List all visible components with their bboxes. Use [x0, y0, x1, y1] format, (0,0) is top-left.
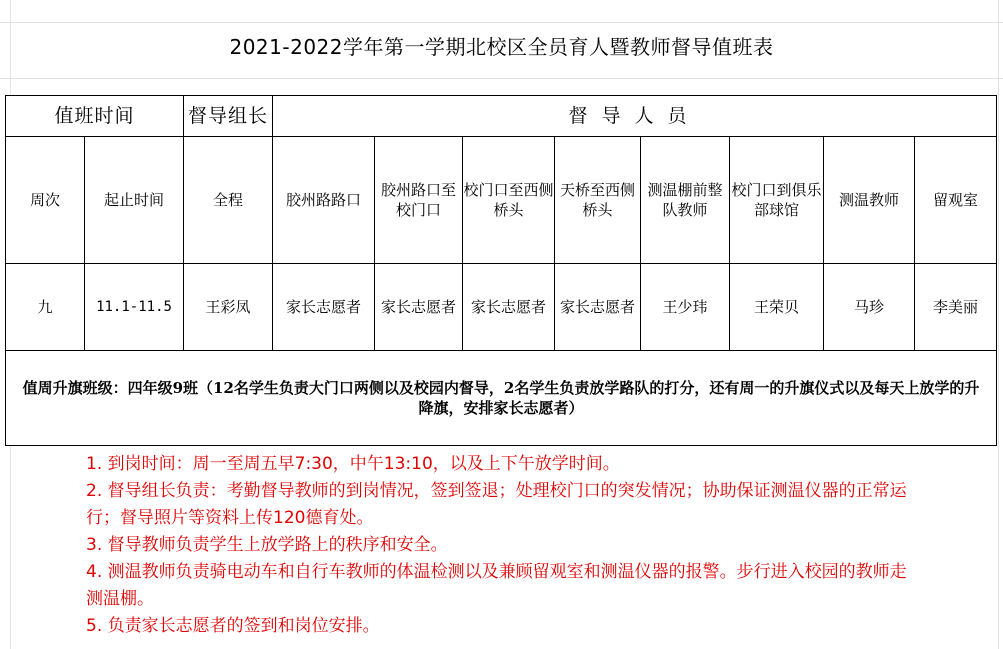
column-header: 天桥至西侧桥头 [555, 137, 641, 264]
staff-cell: 王荣贝 [730, 264, 824, 351]
column-header: 测温教师 [824, 137, 915, 264]
note-item: 4. 测温教师负责骑电动车和自行车教师的体温检测以及兼顾留观室和测温仪器的报警。步行进入校园的教师走测温棚。 [86, 562, 907, 609]
staff-cell: 王少玮 [641, 264, 730, 351]
notes-list [86, 451, 916, 640]
flag-class-banner: 值周升旗班级：四年级9班（12名学生负责大门口两侧以及校园内督导，2名学生负责放学路队的打分，还有周一的升旗仪式以及每天上放学的升降旗，安排家长志愿者） [6, 351, 997, 446]
staff-cell: 家长志愿者 [273, 264, 375, 351]
column-header: 起止时间 [85, 137, 184, 264]
staff-cell: 李美丽 [915, 264, 997, 351]
column-header: 胶州路路口 [273, 137, 375, 264]
note-item: 2. 督导组长负责：考勤督导教师的到岗情况，签到签退；处理校门口的突发情况；协助保证测温仪器的正常运行；督导照片等资料上传120德育处。 [86, 481, 907, 528]
column-header: 测温棚前整队教师 [641, 137, 730, 264]
duty-table [5, 95, 997, 446]
column-header: 周次 [6, 137, 85, 264]
column-header: 胶州路口至校门口 [375, 137, 463, 264]
staff-cell: 马珍 [824, 264, 915, 351]
staff-cell: 家长志愿者 [375, 264, 463, 351]
staff-header: 督导人员 [273, 96, 997, 137]
table-row [6, 264, 997, 351]
leader-header: 督导组长 [184, 96, 273, 137]
staff-cell: 家长志愿者 [555, 264, 641, 351]
column-header: 全程 [184, 137, 273, 264]
note-item: 1. 到岗时间：周一至周五早7:30，中午13:10，以及上下午放学时间。 [86, 454, 620, 474]
duty-time-header: 值班时间 [6, 96, 184, 137]
leader-cell: 王彩凤 [184, 264, 273, 351]
staff-cell: 家长志愿者 [463, 264, 555, 351]
week-cell: 九 [6, 264, 85, 351]
note-item: 5. 负责家长志愿者的签到和岗位安排。 [86, 616, 380, 636]
note-item: 3. 督导教师负责学生上放学路上的秩序和安全。 [86, 535, 448, 555]
column-header: 留观室 [915, 137, 997, 264]
date-range-cell: 11.1-11.5 [85, 264, 184, 351]
sheet-title: 2021-2022学年第一学期北校区全员育人暨教师督导值班表 [229, 35, 774, 59]
column-header: 校门口到俱乐部球馆 [730, 137, 824, 264]
column-header: 校门口至西侧桥头 [463, 137, 555, 264]
